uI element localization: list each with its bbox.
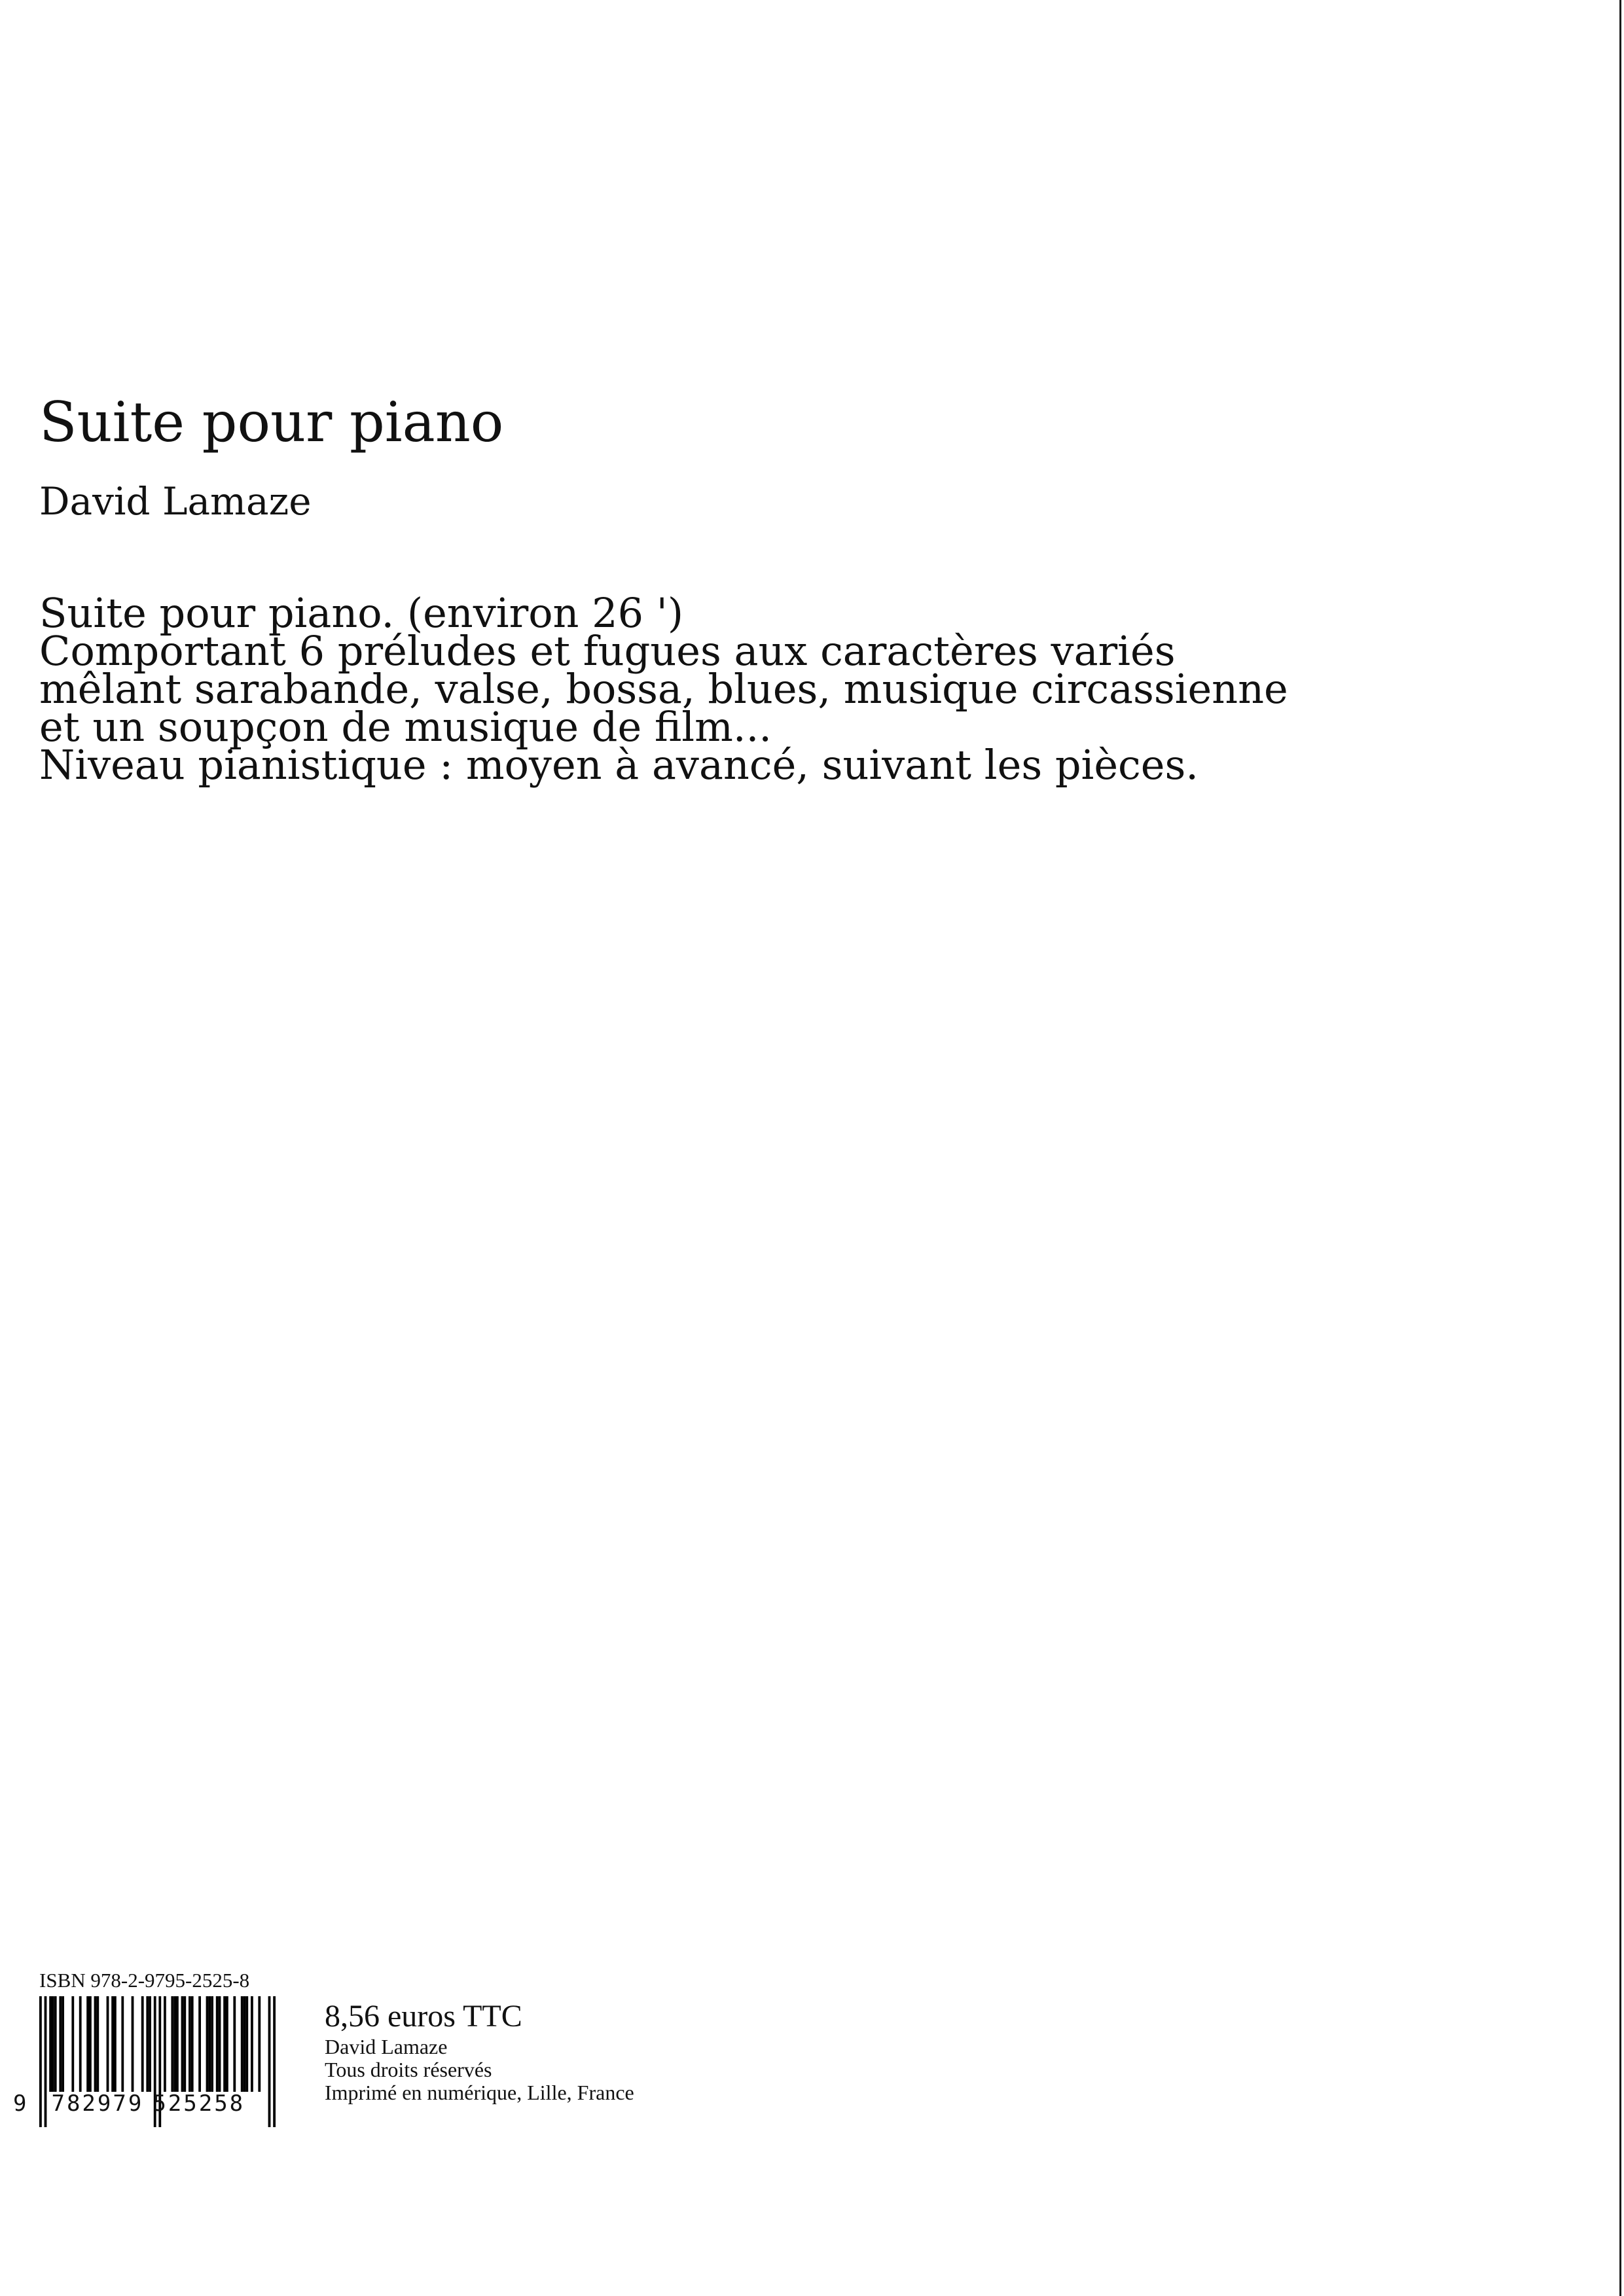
description-line: et un soupçon de musique de film... [39,703,772,751]
barcode-bar [96,1996,99,2092]
barcode-bar [268,1996,271,2127]
barcode-bar [245,1996,248,2092]
barcode-bar [146,1996,149,2092]
barcode-bar [216,1996,219,2092]
publisher-label: David Lamaze [325,2035,448,2058]
barcode-bar [251,1996,253,2092]
barcode-bar [233,1996,236,2092]
barcode-bar [208,1996,211,2092]
barcode-bar [132,1996,134,2092]
barcode-bar [71,1996,74,2092]
barcode-bar [181,1996,184,2092]
barcode-bar [171,1996,173,2092]
printing-label: Imprimé en numérique, Lille, France [325,2081,634,2104]
barcode-bar [49,1996,52,2092]
barcode-bar [86,1996,89,2092]
barcode-bar [164,1996,166,2092]
price-label: 8,56 euros TTC [325,1999,522,2034]
barcode-bar [54,1996,57,2092]
barcode-bar [149,1996,151,2092]
barcode-bar [176,1996,179,2092]
barcode-bar [62,1996,64,2092]
barcode-bar [94,1996,97,2092]
barcode-bar [89,1996,92,2092]
book-title: Suite pour piano [39,390,504,454]
barcode-bar [79,1996,82,2092]
barcode-bar [273,1996,276,2127]
book-author: David Lamaze [39,479,312,524]
barcode-bar [206,1996,209,2092]
barcode-bar [211,1996,213,2092]
barcode-bar [114,1996,117,2092]
rights-label: Tous droits réservés [325,2058,492,2081]
barcode-bar [223,1996,226,2092]
barcode-bar [141,1996,144,2092]
barcode-bar [244,1996,246,2092]
barcode-bar [191,1996,194,2092]
imprint-block [325,1998,634,2104]
barcode-bar [183,1996,186,2092]
barcode-bar [226,1996,228,2092]
barcode-bar [107,1996,109,2092]
book-description [39,589,1288,789]
barcode-lead-digit: 9 [13,2090,27,2117]
barcode-bar [173,1996,176,2092]
description-line: Comportant 6 préludes et fugues aux caractères variés [39,627,1176,675]
barcode-bar [52,1996,54,2092]
barcode-bar [189,1996,191,2092]
barcode-bar [241,1996,244,2092]
barcode-group-right: 525258 [153,2090,245,2117]
description-line: Niveau pianistique : moyen à avancé, suivant les pièces. [39,741,1199,789]
description-line: Suite pour piano. (environ 26 ') [39,589,684,637]
isbn-label: ISBN 978-2-9795-2525-8 [39,1969,250,1992]
page-edge-line [1619,0,1621,2296]
barcode-bar [219,1996,221,2092]
barcode-bar [111,1996,114,2092]
barcode-group-left: 782979 [51,2090,144,2117]
barcode-bar [59,1996,62,2092]
barcode-bar [198,1996,201,2092]
barcode-bar [121,1996,124,2092]
barcode-bar [258,1996,261,2092]
description-line: mêlant sarabande, valse, bossa, blues, musique circassienne [39,665,1288,713]
barcode-digits [13,2090,245,2117]
